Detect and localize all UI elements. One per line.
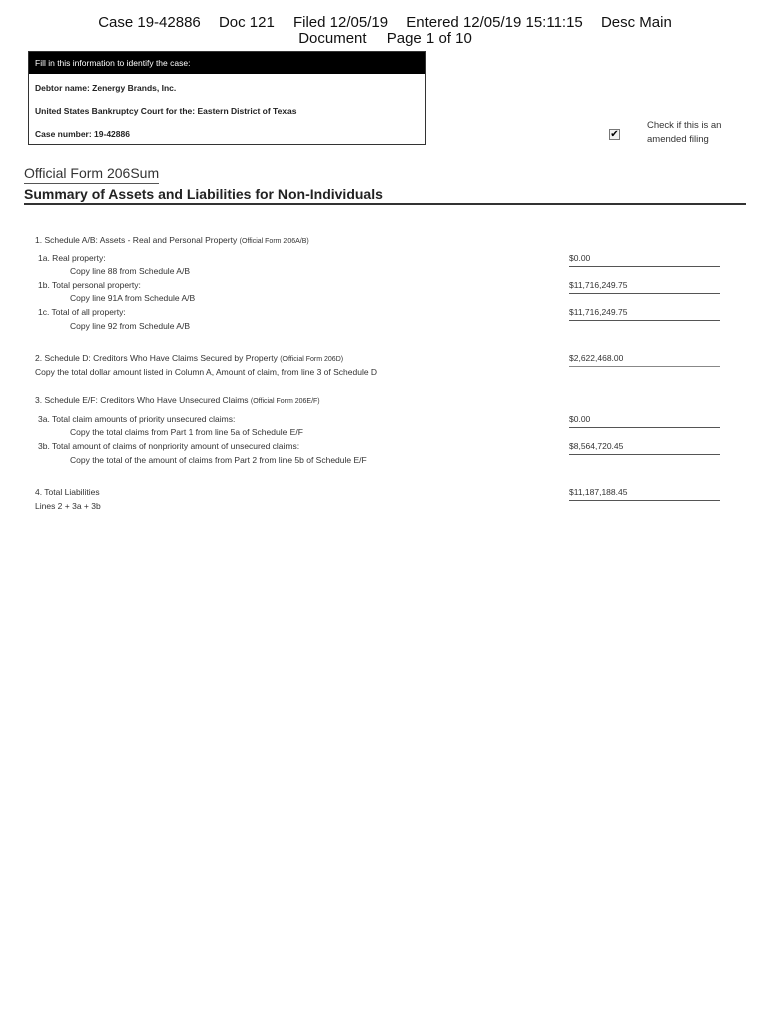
section-3-heading [35, 395, 320, 405]
checkmark-icon: ✔ [610, 129, 619, 140]
line-1b-instruction: Copy line 91A from Schedule A/B [70, 293, 196, 303]
line-1a-instruction: Copy line 88 from Schedule A/B [70, 266, 191, 276]
desc-header: Desc Main [600, 14, 672, 31]
debtor-name: Debtor name: Zenergy Brands, Inc. [35, 83, 177, 93]
line-1a-amount: $0.00 [569, 253, 720, 267]
section-2-amount: $2,622,468.00 [569, 353, 720, 367]
line-3a-amount: $0.00 [569, 414, 720, 428]
section-3-heading-text: 3. Schedule E/F: Creditors Who Have Unsecured Claims [35, 395, 249, 405]
section-4-heading: 4. Total Liabilities [35, 487, 100, 497]
line-3b-label: 3b. Total amount of claims of nonpriority amount of unsecured claims: [38, 441, 300, 451]
section-1-heading-text: 1. Schedule A/B: Assets - Real and Personal Property [35, 235, 238, 245]
section-3-form-ref: (Official Form 206E/F) [250, 398, 320, 405]
amended-filing-checkbox[interactable] [609, 129, 620, 140]
line-3a-label: 3a. Total claim amounts of priority unsecured claims: [38, 414, 236, 424]
section-2-form-ref: (Official Form 206D) [280, 356, 344, 363]
line-3b-instruction: Copy the total of the amount of claims from Part 2 from line 5b of Schedule E/F [70, 455, 367, 465]
line-1c-amount: $11,716,249.75 [569, 307, 720, 321]
id-box-caption: Fill in this information to identify the case: [29, 52, 425, 74]
amended-filing-label: Check if this is an amended filing [647, 120, 722, 145]
document-label: Document [298, 30, 367, 47]
section-4-instruction: Lines 2 + 3a + 3b [35, 501, 101, 511]
line-1b-amount: $11,716,249.75 [569, 280, 720, 294]
section-2-heading [35, 353, 343, 363]
line-3a-instruction: Copy the total claims from Part 1 from line 5a of Schedule E/F [70, 427, 303, 437]
case-number: Case number: 19-42886 [35, 129, 130, 139]
filed-date-header: Filed 12/05/19 [292, 14, 389, 31]
case-number-header: Case 19-42886 [98, 14, 201, 31]
line-1a-label: 1a. Real property: [38, 253, 106, 263]
line-1c-label: 1c. Total of all property: [38, 307, 126, 317]
line-1c-instruction: Copy line 92 from Schedule A/B [70, 321, 191, 331]
section-2-heading-text: 2. Schedule D: Creditors Who Have Claims Secured by Property [35, 353, 278, 363]
line-1b-label: 1b. Total personal property: [38, 280, 141, 290]
case-identification-box [28, 51, 426, 145]
page-indicator: Page 1 of 10 [386, 30, 472, 47]
doc-number-header: Doc 121 [218, 14, 275, 31]
line-3b-amount: $8,564,720.45 [569, 441, 720, 455]
title-divider [24, 203, 746, 205]
court-name: United States Bankruptcy Court for the: Eastern District of Texas [35, 106, 297, 116]
section-1-heading [35, 235, 309, 245]
court-header-line-1 [0, 15, 770, 31]
total-liabilities-amount: $11,187,188.45 [569, 487, 720, 501]
form-name: Official Form 206Sum [24, 165, 159, 184]
section-2-instruction: Copy the total dollar amount listed in Column A, Amount of claim, from line 3 of Schedule D [35, 367, 378, 377]
form-title: Summary of Assets and Liabilities for Non-Individuals [24, 186, 383, 202]
section-1-form-ref: (Official Form 206A/B) [239, 238, 309, 245]
entered-date-header: Entered 12/05/19 15:11:15 [406, 14, 583, 31]
court-header-line-2 [0, 31, 770, 47]
